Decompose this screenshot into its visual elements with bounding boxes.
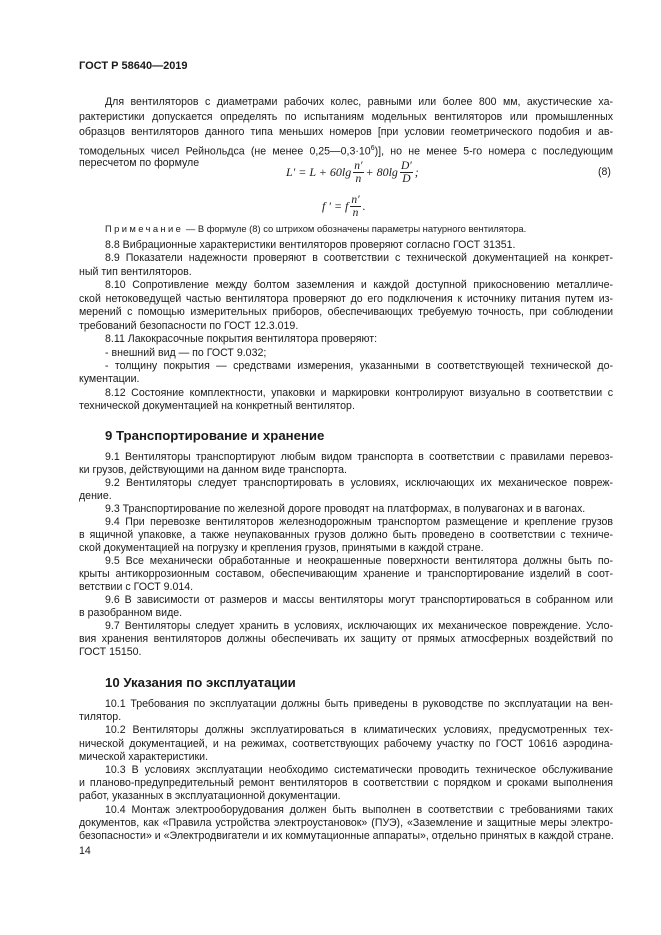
text-line: технической документацией на конкретный вентилятор. (79, 400, 355, 413)
text-line: в разобранном виде. (79, 607, 183, 619)
text-line: документов, как «Правила устройства электроустановок» (ПУЭ), «Заземление и защитные меры электро- (79, 816, 613, 829)
text-line: 9.6 В зависимости от размеров и массы вентиляторы могут транспортироваться в собранном или (105, 594, 613, 606)
paragraph (79, 387, 613, 414)
text-line: 8.12 Состояние комплектности, упаковки и маркировки контролируют визуально в соответствии с (105, 386, 613, 399)
text-line: работ, указанных в эксплуатационной документации. (79, 790, 341, 803)
text-line: 10.2 Вентиляторы должны эксплуатироваться в климатических условиях, предусмотренных тех- (105, 724, 613, 737)
formula-end: . (362, 199, 366, 213)
text-line: и планово-предупредительный ремонт вентиляторов в соответствии с порядком и сроками выполнения (79, 777, 613, 790)
text-line: - толщину покрытия — средствами измерения, указанными в соответствующей технической до- (105, 359, 613, 372)
denominator: n (352, 207, 359, 219)
note (105, 223, 526, 234)
formula-lhs: L' = L + 60lg (286, 165, 352, 179)
paragraph (79, 333, 613, 346)
section-9-paragraphs (79, 451, 613, 659)
fraction (353, 160, 363, 185)
section-8-paragraphs (79, 239, 613, 414)
page-number: 14 (79, 845, 91, 857)
text-line: образцов вентиляторов данного типа меньших номеров [при условии геометрического подобия и ав- (79, 126, 613, 139)
paragraph (79, 516, 613, 555)
fraction (400, 160, 413, 185)
formula-mid: + 80lg (365, 165, 398, 179)
text-line: 10.4 Монтаж электрооборудования должен быть выполнен в соответствии с требованиями таких (105, 803, 613, 816)
numerator: n′ (354, 160, 363, 172)
text-line: безопасности» и «Электродвигатели и их коммутационные аппараты», отдельно принятых в каждой стране. (79, 829, 614, 842)
text-line: 8.8 Вибрационные характеристики вентиляторов проверяют согласно ГОСТ 31351. (105, 239, 516, 251)
equation-number: (8) (598, 166, 611, 178)
text-line: дение. (79, 490, 112, 502)
text-line: 10.1 Требования по эксплуатации должны быть приведены в руководстве по эксплуатации на вен- (105, 698, 613, 710)
numerator: D′ (400, 160, 412, 172)
text-line: томодельных чисел Рейнольдса (не менее $0,25—0,3\cdot 10^6$)], но не менее 5-го номера с последующим (79, 144, 613, 158)
text-line: ской документацией на погрузку и крепления грузов, принятыми в каждой стране. (79, 542, 484, 554)
text-line: тилятор. (79, 711, 122, 724)
text-line: Для вентиляторов с диаметрами рабочих колес, равными или более 800 мм, акустические ха- (105, 96, 613, 108)
text-line: в ящичной упаковке, а также неупакованных грузов должно быть проведено в соответствии с техниче- (79, 529, 613, 541)
denominator: D (402, 173, 411, 185)
text-line: 8.9 Показатели надежности проверяют в соответствии с технической документацией на конкрет- (105, 252, 613, 265)
paragraph (79, 724, 613, 764)
paragraph (79, 804, 613, 844)
formula-f (322, 194, 366, 219)
text-line: крыты антикоррозионным составом, обеспечивающим хранение и транспортирование изделий в соот- (79, 568, 613, 580)
text-line: мической характеристики. (79, 750, 209, 763)
text-line: требований безопасности по ГОСТ 12.3.019. (79, 319, 299, 332)
text-line: - внешний вид — по ГОСТ 9.032; (105, 346, 267, 359)
fraction (350, 194, 360, 219)
text-line: 9.2 Вентиляторы следует транспортировать в условиях, исключающих их механическое повреж- (105, 477, 613, 489)
document-header: ГОСТ Р 58640—2019 (79, 60, 188, 72)
text-line: ный тип вентиляторов. (79, 265, 192, 278)
paragraph (79, 620, 613, 659)
text-line: 9.4 При перевозке вентиляторов железнодорожным транспортом размещение и крепление грузов (105, 516, 613, 528)
paragraph (79, 477, 613, 503)
text-line: мерений с помощью измерительных приборов, обеспечивающих требуемую точность, при соблюдении (79, 306, 613, 319)
paragraph (79, 698, 613, 724)
paragraph (79, 451, 613, 477)
note-text: — В формуле (8) со штрихом обозначены параметры натурного вентилятора. (183, 223, 527, 234)
section-9-heading: 9 Транспортирование и хранение (105, 428, 325, 443)
formula-lhs: f ′ = f (322, 199, 349, 213)
text-line: 9.1 Вентиляторы транспортируют любым видом транспорта в соответствии с правилами перевоз- (105, 451, 613, 463)
text-line: 10.3 В условиях эксплуатации необходимо систематически проводить техническое обслуживание (105, 763, 613, 776)
text-line: 8.11 Лакокрасочные покрытия вентилятора проверяют: (105, 333, 378, 346)
formula-end: ; (414, 165, 419, 179)
paragraph (79, 764, 613, 804)
paragraph (79, 594, 613, 620)
denominator: n (355, 173, 362, 185)
text-line: ки грузов, действующими на данном виде транспорта. (79, 464, 347, 476)
text-line: 8.10 Сопротивление между болтом заземления и каждой доступной прикосновению металличе- (105, 279, 613, 292)
paragraph (79, 239, 613, 252)
text-line: 9.5 Все механически обработанные и неокрашенные поверхности вентилятора должны быть по- (105, 555, 613, 567)
text-line: ветствии с ГОСТ 9.014. (79, 581, 194, 593)
paragraph (79, 252, 613, 279)
paragraph (79, 555, 613, 594)
paragraph (79, 360, 613, 387)
numerator: n′ (351, 194, 360, 206)
paragraph (79, 279, 613, 333)
text-line: вия хранения вентиляторов должны обеспечивать их защиту от прямых атмосферных воздействий по (79, 633, 613, 645)
section-10-heading: 10 Указания по эксплуатации (105, 675, 296, 690)
paragraph (79, 503, 613, 516)
text-line: ГОСТ 15150. (79, 646, 142, 658)
text-line: пересчетом по формуле (79, 156, 200, 169)
text-line: 9.7 Вентиляторы следует хранить в условиях, исключающих их механическое повреждение. Усло- (105, 620, 613, 632)
text-line: ской нетоковедущей частью вентилятора проверяют до его подключения к источнику питания путем из- (79, 292, 613, 305)
text-line: рактеристики допускается определять по испытаниям модельных вентиляторов или промышленных (79, 111, 613, 124)
section-10-paragraphs (79, 698, 613, 843)
text-line: кументации. (79, 373, 140, 386)
note-label: Примечание (105, 223, 184, 234)
text-line: 9.3 Транспортирование по железной дороге проводят на платформах, в полувагонах и в вагонах. (105, 503, 586, 515)
formula-8 (286, 160, 419, 185)
text-line: нической документацией, и на режимах, соответствующих рабочему участку по ГОСТ 10616 аэродина- (79, 737, 613, 750)
paragraph (79, 347, 613, 360)
